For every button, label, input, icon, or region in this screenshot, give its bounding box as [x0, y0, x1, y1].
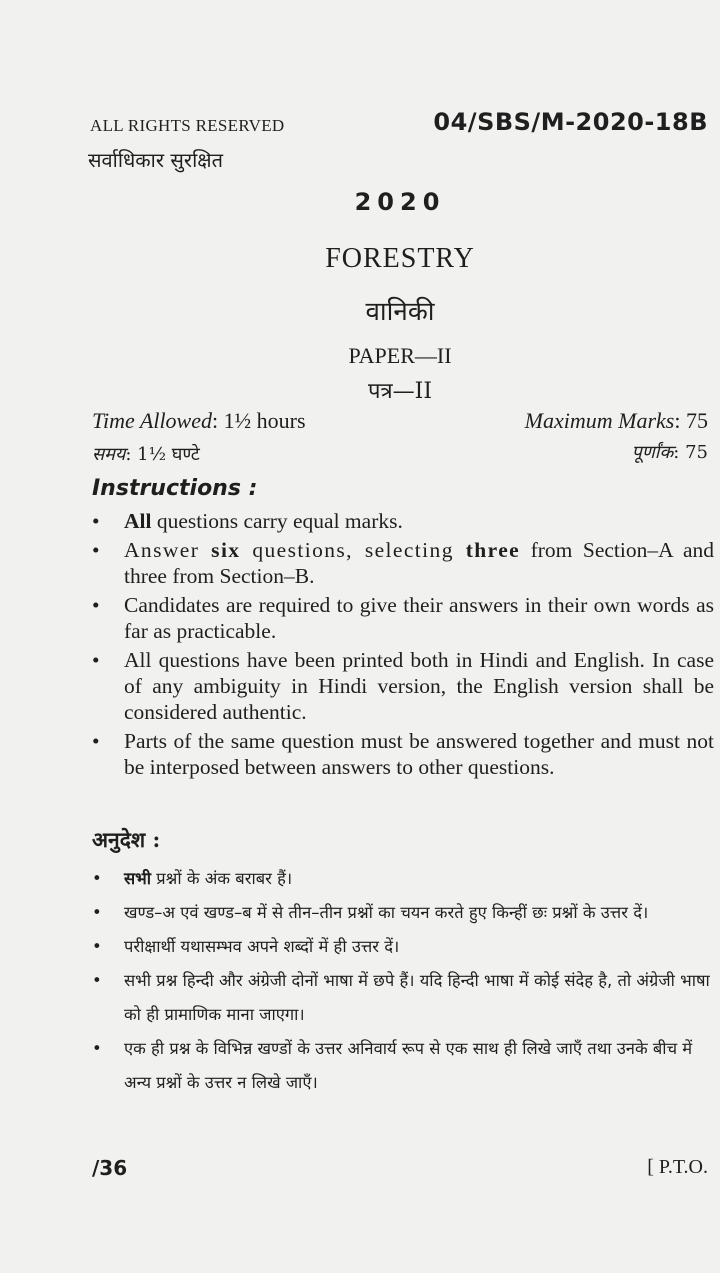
- time-value-en: : 1½ hours: [212, 408, 306, 433]
- instruction-item-hi: • एक ही प्रश्न के विभिन्न खण्डों के उत्तर अनिवार्य रूप से एक साथ ही लिखे जाएँ तथा उनके बीच में अन्य प्रश्नों के उत्तर न लिखे जाएँ।: [92, 1032, 718, 1100]
- instructions-list-hi: [92, 862, 718, 1100]
- instruction-item-en: • Parts of the same question must be answered together and must not be interposed between answers to other questions.: [92, 729, 714, 779]
- paper-number-en: PAPER—II: [348, 343, 452, 368]
- please-turn-over: [ P.T.O.: [647, 1156, 708, 1178]
- exam-year: 2020: [354, 188, 446, 216]
- time-label-hi: समय: [92, 444, 126, 465]
- marks-label-hi: पूर्णांक: [631, 442, 674, 463]
- time-value-hi: : 1½ घण्टे: [125, 444, 200, 465]
- instructions-list-en: [92, 508, 714, 783]
- bullet-icon: •: [92, 593, 100, 617]
- bullet-icon: •: [92, 509, 100, 533]
- maximum-marks-hi: [632, 440, 708, 464]
- instruction-item-hi: • सभी प्रश्नों के अंक बराबर हैं।: [92, 862, 718, 896]
- bullet-icon: •: [92, 869, 102, 888]
- marks-value-en: : 75: [674, 408, 708, 433]
- rights-reserved-en: ALL RIGHTS RESERVED: [90, 116, 285, 135]
- maximum-marks-en: [525, 408, 708, 434]
- rights-reserved-hi: सर्वाधिकार सुरक्षित: [88, 148, 223, 172]
- instruction-item-en: • All questions carry equal marks.: [92, 509, 403, 533]
- subject-title-hi: वानिकी: [365, 297, 435, 327]
- paper-number-hi: पत्र—II: [367, 379, 433, 404]
- marks-value-hi: : 75: [673, 442, 708, 463]
- time-allowed-hi: [92, 442, 200, 466]
- bullet-icon: •: [92, 538, 101, 562]
- instructions-heading-en: Instructions :: [92, 476, 258, 501]
- instruction-item-hi: • परीक्षार्थी यथासम्भव अपने शब्दों में ही उत्तर दें।: [92, 930, 718, 964]
- paper-code: 04/SBS/M-2020-18B: [433, 108, 708, 136]
- instruction-item-en: • Candidates are required to give their answers in their own words as far as practicable.: [92, 593, 714, 643]
- bullet-icon: •: [92, 729, 100, 753]
- marks-label-en: Maximum Marks: [524, 408, 675, 433]
- instruction-item-hi: • सभी प्रश्न हिन्दी और अंग्रेजी दोनों भाषा में छपे हैं। यदि हिन्दी भाषा में कोई संदेह है, तो अंग्रेजी भाषा को ही प्रामाणिक माना जाएगा।: [92, 964, 718, 1032]
- time-allowed-en: [92, 408, 306, 434]
- bullet-icon: •: [92, 971, 102, 990]
- instruction-item-en: • Answer six questions, selecting three from Section–A and three from Section–B.: [92, 538, 714, 588]
- bullet-icon: •: [92, 648, 100, 672]
- instructions-heading-hi: अनुदेश :: [92, 827, 161, 852]
- page-count: /36: [92, 1156, 128, 1180]
- instruction-item-en: • All questions have been printed both in Hindi and English. In case of any ambiguity in Hindi version, the English version shall be considered authentic.: [92, 648, 714, 724]
- instruction-item-hi: • खण्ड–अ एवं खण्ड–ब में से तीन–तीन प्रश्नों का चयन करते हुए किन्हीं छः प्रश्नों के उत्तर दें।: [92, 896, 718, 930]
- time-label-en: Time Allowed: [92, 408, 212, 433]
- bullet-icon: •: [92, 903, 102, 922]
- bullet-icon: •: [92, 937, 102, 956]
- bullet-icon: •: [92, 1039, 102, 1058]
- subject-title-en: FORESTRY: [325, 243, 475, 274]
